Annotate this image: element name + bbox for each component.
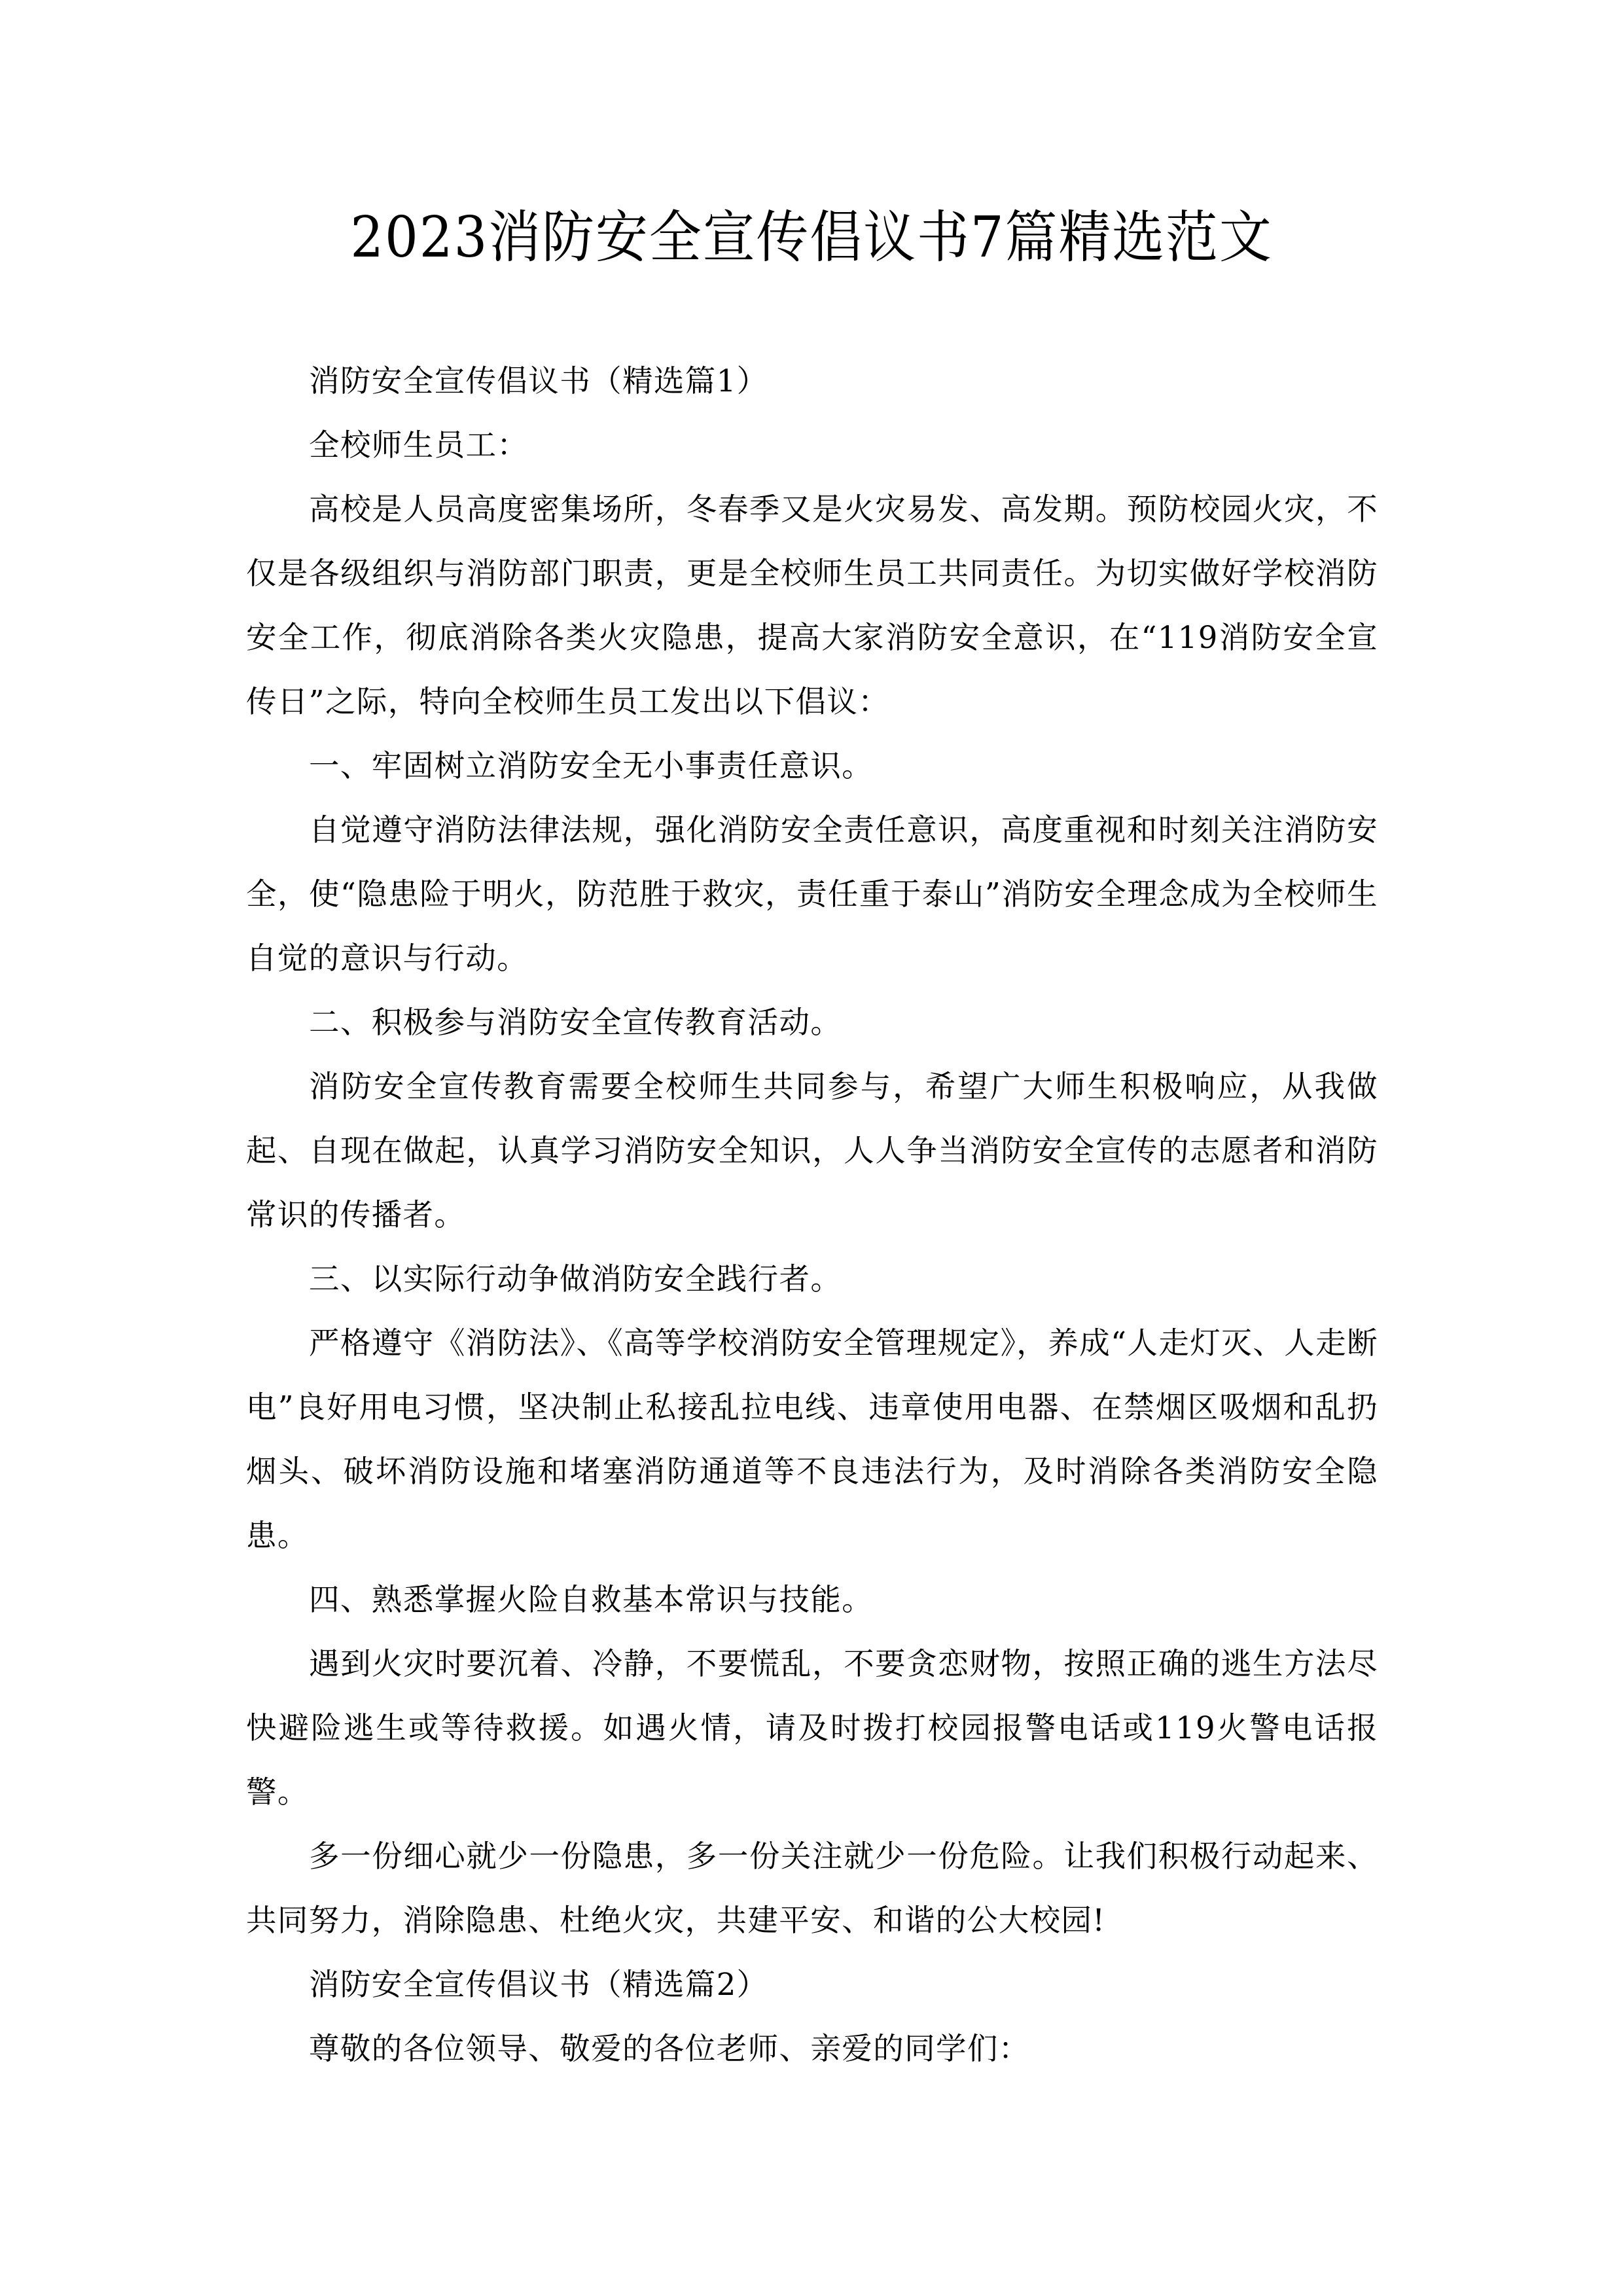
point-heading-2: 二、积极参与消防安全宣传教育活动。 <box>309 1005 842 1040</box>
point-body-2: 消防安全宣传教育需要全校师生共同参与，希望广大师生积极响应，从我做起、自现在做起，认真学习消防安全知识，人人争当消防安全宣传的志愿者和消防常识的传播者。 <box>246 1069 1378 1232</box>
salutation: 全校师生员工： <box>309 427 529 463</box>
point-heading-1: 一、牢固树立消防安全无小事责任意识。 <box>309 748 874 783</box>
section-heading-1: 消防安全宣传倡议书（精选篇1） <box>309 363 768 399</box>
point-body-4: 遇到火灾时要沉着、冷静，不要慌乱，不要贪恋财物，按照正确的逃生方法尽快避险逃生或等待救援。如遇火情，请及时拨打校园报警电话或119火警电话报警。 <box>246 1646 1378 1810</box>
closing-paragraph: 多一份细心就少一份隐患，多一份关注就少一份危险。让我们积极行动起来、共同努力，消除隐患、杜绝火灾，共建平安、和谐的公大校园! <box>246 1839 1378 1938</box>
salutation-2: 尊敬的各位领导、敬爱的各位老师、亲爱的同学们： <box>309 2031 1030 2066</box>
section-heading-2: 消防安全宣传倡议书（精选篇2） <box>309 1967 768 2002</box>
intro-paragraph: 高校是人员高度密集场所，冬春季又是火灾易发、高发期。预防校园火灾，不仅是各级组织与消防部门职责，更是全校师生员工共同责任。为切实做好学校消防安全工作，彻底消除各类火灾隐患，提高大家消防安全意识，在“119消防安全宣传日”之际，特向全校师生员工发出以下倡议： <box>246 492 1378 719</box>
point-body-3: 严格遵守《消防法》、《高等学校消防安全管理规定》，养成“人走灯灭、人走断电”良好用电习惯，坚决制止私接乱拉电线、违章使用电器、在禁烟区吸烟和乱扔烟头、破坏消防设施和堵塞消防通道等不良违法行为，及时消除各类消防安全隐患。 <box>246 1325 1378 1553</box>
point-body-1: 自觉遵守消防法律法规，强化消防安全责任意识，高度重视和时刻关注消防安全，使“隐患险于明火，防范胜于救灾，责任重于泰山”消防安全理念成为全校师生自觉的意识与行动。 <box>246 812 1378 976</box>
document-body <box>246 349 1378 2081</box>
point-heading-3: 三、以实际行动争做消防安全践行者。 <box>309 1261 842 1297</box>
point-heading-4: 四、熟悉掌握火险自救基本常识与技能。 <box>309 1582 874 1617</box>
document-title: 2023消防安全宣传倡议书7篇精选范文 <box>350 205 1273 270</box>
